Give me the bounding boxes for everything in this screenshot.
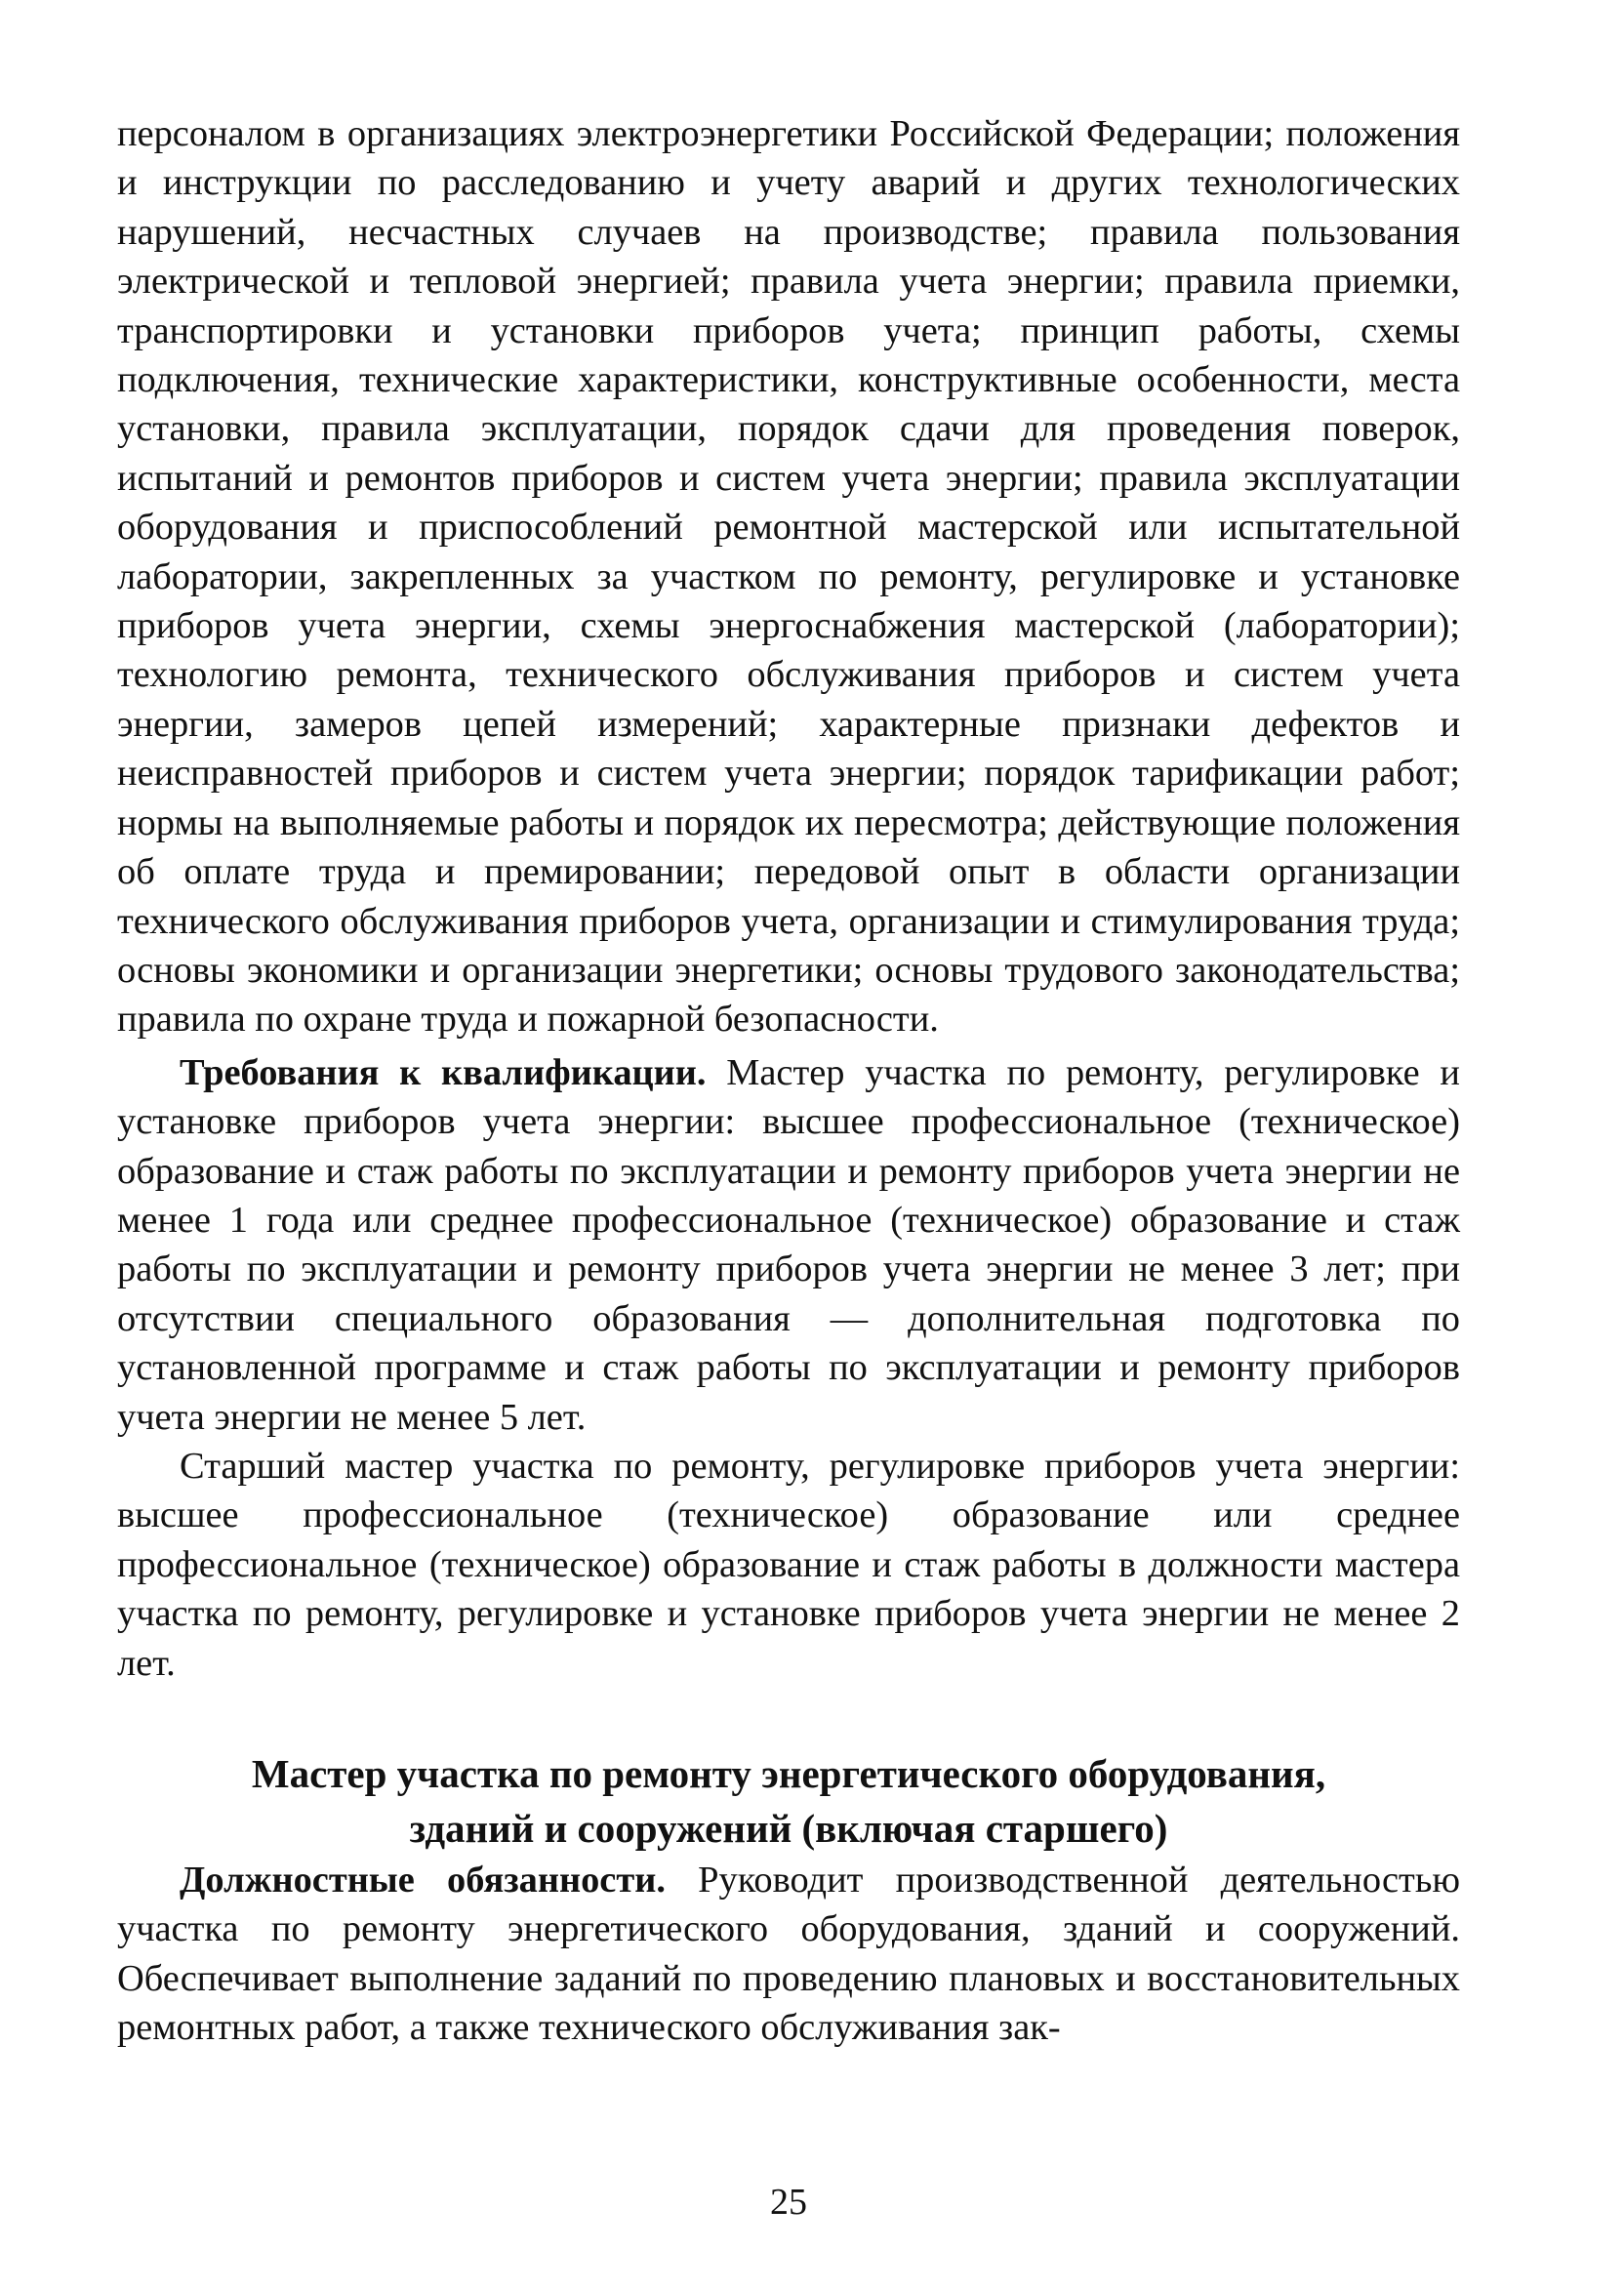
job-duties-heading: Должностные обязанности. <box>180 1860 666 1901</box>
body-paragraph-continuation: персоналом в организациях электроэнергетики Российской Федерации; положения и инструкции по расследованию и учету аварий и других технологических нарушений, несчастных случаев на производстве; правила пользования электрической и тепловой энергией; правила учета энергии; правила приемки, транспортировки и установки приборов учета; принцип работы, схемы подключения, технические характеристики, конструктивные особенности, места установки, правила эксплуатации, порядок сдачи для проведения поверок, испытаний и ремонтов приборов и систем учета энергии; правила эксплуатации оборудования и приспособлений ремонтной мастерской или испытательной лаборатории, закрепленных за участком по ремонту, регулировке и установке приборов учета энергии, схемы энергоснабжения мастерской (лаборатории); технологию ремонта, технического обслуживания приборов и систем учета энергии, замеров цепей измерений; характерные признаки дефектов и неисправностей приборов и систем учета энергии; порядок тарификации работ; нормы на выполняемые работы и порядок их пересмотра; действующие положения об оплате труда и премировании; передовой опыт в области организации технического обслуживания приборов учета, организации и стимулирования труда; основы экономики и организации энергетики; основы трудового законодательства; правила по охране труда и пожарной безопасности. <box>117 113 1460 1041</box>
job-duties-text: Руководит производственной деятельностью участка по ремонту энергетического оборудования, зданий и сооружений. Обеспечивает выполнение заданий по проведению плановых и восстановительных ремонтных работ, а также технического обслуживания зак- <box>117 1860 1461 2049</box>
qualification-requirements-heading: Требования к квалификации. <box>180 1051 707 1093</box>
qualification-requirements-text: Мастер участка по ремонту, регулировке и установке приборов учета энергии: высшее профессиональное (техническое) образование и стаж работы по эксплуатации и ремонту приборов учета энергии не менее 1 года или среднее профессиональное (техническое) образование и стаж работы по эксплуатации и ремонту приборов учета энергии не менее 3 лет; при отсутствии специального образования — дополнительная подготовка по установленной программе и стаж работы по эксплуатации и ремонту приборов учета энергии не менее 5 лет. <box>117 1051 1460 1438</box>
document-page <box>117 109 1460 2237</box>
section-heading-line-2: зданий и сооружений (включая старшего) <box>409 1806 1168 1851</box>
qualification-requirements-paragraph <box>117 1048 1460 1442</box>
job-duties-paragraph <box>117 1856 1460 2053</box>
senior-master-paragraph: Старший мастер участка по ремонту, регулировке приборов учета энергии: высшее профессиональное (техническое) образование или среднее профессиональное (техническое) образование и стаж работы в должности мастера участка по ремонту, регулировке и установке приборов учета энергии не менее 2 лет. <box>117 1445 1460 1684</box>
section-heading <box>117 1746 1460 1856</box>
section-heading-line-1: Мастер участка по ремонту энергетического оборудования, <box>251 1751 1326 1796</box>
page-number: 25 <box>770 2182 807 2223</box>
